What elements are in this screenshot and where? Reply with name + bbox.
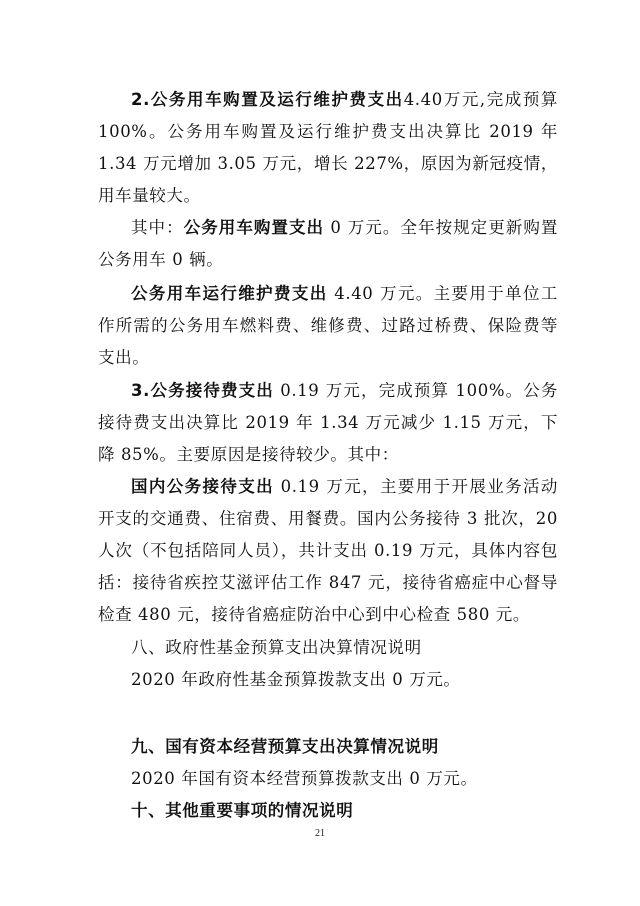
paragraph-body: 4.40 万元。主要用于单位工作所需的公务用车燃料费、维修费、过路过桥费、保险费等支出。 (98, 284, 558, 367)
paragraph-lead: 国内公务接待支出 (131, 477, 274, 496)
paragraph-body: 0 万元。全年按规定更新购置公务用车 0 辆。 (98, 218, 558, 269)
paragraph-reception-expense (98, 375, 558, 471)
paragraph-lead: 公务用车购置支出 (183, 218, 325, 237)
paragraph-vehicle-purchase (98, 212, 558, 276)
paragraph-prefix: 其中： (131, 218, 184, 237)
paragraph-body: 4.40万元,完成预算100%。公务用车购置及运行维护费支出决算比 2019 年 1.34 万元增加 3.05 万元，增长 227%，原因为新冠疫情，用车量较大。 (98, 90, 558, 205)
paragraph-lead: 3.公务接待费支出 (131, 381, 274, 400)
paragraph-lead: 公务用车运行维护费支出 (131, 284, 328, 303)
paragraph-lead: 2.公务用车购置及运行维护费支出 (131, 90, 404, 109)
paragraph-body: 0.19 万元，完成预算 100%。公务接待费支出决算比 2019 年 1.34 万元减少 1.15 万元，下降 85%。主要原因是接待较少。其中： (98, 381, 558, 464)
section-8-text: 2020 年政府性基金预算拨款支出 0 万元。 (131, 670, 461, 689)
section-9-heading: 九、国有资本经营预算支出决算情况说明 (131, 737, 439, 756)
paragraph-body: 0.19 万元，主要用于开展业务活动开支的交通费、住宿费、用餐费。国内公务接待 3 批次，20 人次（不包括陪同人员），共计支出 0.19 万元，具体内容包括：接待省疾控艾滋评估工作 847 元，接待省癌症中心督导检查 480 元，接待省癌症防治中心到中心检查 580 元。 (98, 477, 558, 624)
section-8-heading: 八、政府性基金预算支出决算情况说明 (131, 638, 422, 657)
paragraph-vehicle-expense (98, 84, 558, 212)
paragraph-vehicle-maintenance (98, 278, 558, 374)
section-10-heading: 十、其他重要事项的情况说明 (131, 801, 354, 820)
section-9-text: 2020 年国有资本经营预算拨款支出 0 万元。 (131, 769, 478, 788)
paragraph-domestic-reception (98, 471, 558, 631)
page-number: 21 (315, 828, 325, 839)
